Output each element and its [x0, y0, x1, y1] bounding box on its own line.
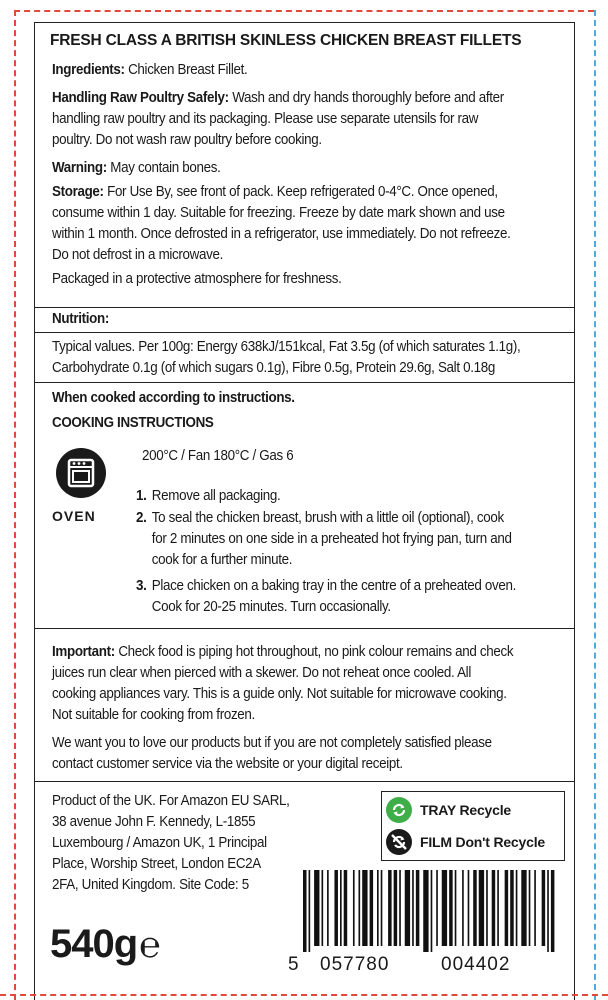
satisfaction-line-1: We want you to love our products but if you are not completely satisfied please: [52, 735, 492, 751]
product-title: FRESH CLASS A BRITISH SKINLESS CHICKEN BREAST FILLETS: [50, 32, 522, 49]
barcode-bar: [416, 870, 420, 946]
step-2-line-2: for 2 minutes on one side in a preheated hot frying pan, turn and: [151, 531, 512, 547]
barcode-bar: [521, 870, 526, 946]
barcode-bar: [547, 870, 549, 952]
step-1-number: 1.: [136, 488, 147, 504]
barcode-bar: [399, 870, 401, 946]
warning-text: May contain bones.: [110, 160, 221, 176]
nutrition-header: Nutrition:: [52, 311, 109, 327]
important-line-1: [52, 642, 573, 663]
ingredients-label: Ingredients:: [52, 62, 125, 78]
warning-label: Warning:: [52, 160, 107, 176]
barcode-bar: [359, 870, 361, 946]
barcode-group-1: 057780: [320, 954, 390, 975]
barcode-bar: [468, 870, 470, 946]
barcode-digit-first: 5: [288, 954, 300, 975]
packaged-line: Packaged in a protective atmosphere for freshness.: [52, 271, 342, 287]
warning-line: [52, 158, 573, 179]
barcode-bar: [388, 870, 392, 946]
storage-line-2: consume within 1 day. Suitable for freezing. Freeze by date mark shown and use: [52, 205, 505, 221]
barcode-bar: [442, 870, 447, 946]
important-block: [52, 642, 573, 775]
barcode-bar: [542, 870, 546, 946]
storage-line-3: within 1 month. Once defrosted in a refrigerator, use immediately. Do not refreeze.: [52, 226, 511, 242]
important-line-4: Not suitable for cooking from frozen.: [52, 707, 255, 723]
barcode-bar: [497, 870, 499, 946]
step-3-number: 3.: [136, 578, 147, 594]
step-2-number: 2.: [136, 510, 147, 526]
film-recycle-row: [386, 828, 545, 856]
barcode: [303, 870, 555, 952]
barcode-bar: [412, 870, 414, 946]
important-line-3: cooking appliances vary. This is a guide only. Not suitable for microwave cooking.: [52, 686, 507, 702]
oven-icon: [56, 448, 106, 498]
cut-line-bottom: [0, 994, 608, 996]
barcode-bar: [510, 870, 514, 946]
barcode-group-2: 004402: [441, 954, 511, 975]
address-line-5: 2FA, United Kingdom. Site Code: 5: [52, 877, 249, 893]
barcode-bar: [423, 870, 428, 952]
barcode-bar: [327, 870, 329, 946]
handling-line-1: [52, 88, 573, 109]
ingredients-text: Chicken Breast Fillet.: [128, 62, 248, 78]
oven-temperature: 200°C / Fan 180°C / Gas 6: [142, 448, 294, 464]
barcode-bar: [377, 870, 379, 946]
ingredients-line: [52, 60, 573, 81]
weight-value: 540g: [50, 922, 138, 966]
net-weight: [50, 922, 160, 967]
no-recycle-icon: [386, 829, 412, 855]
barcode-bar: [334, 870, 338, 946]
info-block: [52, 60, 573, 290]
address-line-4: Place, Worship Street, London EC2A: [52, 856, 261, 872]
barcode-bar: [431, 870, 433, 952]
step-1: [136, 486, 608, 507]
step-2: [136, 508, 608, 571]
barcode-bar: [405, 870, 410, 946]
address-line-1: Product of the UK. For Amazon EU SARL,: [52, 793, 290, 809]
recycle-info-box: [381, 791, 565, 861]
barcode-bar: [455, 870, 457, 946]
barcode-bar: [529, 870, 531, 946]
important-line-2: juices run clear when pierced with a skewer. Do not reheat once cooled. All: [52, 665, 471, 681]
film-recycle-text: FILM Don't Recycle: [420, 834, 545, 850]
estimated-sign: ℮: [139, 924, 160, 965]
important-label: Important:: [52, 644, 115, 660]
barcode-bar: [309, 870, 311, 952]
address-line-3: Luxembourg / Amazon UK, 1 Principal: [52, 835, 267, 851]
nutrition-line-1: Typical values. Per 100g: Energy 638kJ/151kcal, Fat 3.5g (of which saturates 1.1g),: [52, 339, 521, 355]
barcode-bar: [314, 870, 319, 946]
barcode-bar: [344, 870, 348, 946]
cut-line-left: [14, 10, 16, 1000]
label-border-top: [34, 22, 574, 23]
barcode-bar: [362, 870, 367, 946]
nutrition-block: [52, 337, 573, 379]
cooking-bottom-rule: [34, 628, 574, 629]
barcode-bar: [322, 870, 324, 946]
handling-line-3: poultry. Do not wash raw poultry before cooking.: [52, 132, 322, 148]
step-1-line-1: Remove all packaging.: [151, 488, 281, 504]
step-3: [136, 576, 608, 618]
handling-line-2: handling raw poultry and its packaging. Please use separate utensils for raw: [52, 111, 479, 127]
barcode-bar: [381, 870, 383, 946]
barcode-bar: [492, 870, 496, 946]
nutrition-bottom-rule: [34, 382, 574, 383]
barcode-bar: [303, 870, 307, 952]
address-block: [52, 791, 331, 896]
cut-line-top: [14, 10, 594, 12]
nutrition-line-2: Carbohydrate 0.1g (of which sugars 0.1g), Fibre 0.5g, Protein 29.6g, Salt 0.18g: [52, 360, 495, 376]
barcode-bar: [436, 870, 438, 946]
barcode-bar: [551, 870, 555, 952]
storage-line-1: [52, 182, 573, 203]
barcode-bar: [370, 870, 374, 946]
barcode-bar: [479, 870, 484, 946]
barcode-bar: [516, 870, 518, 946]
cooked-note: When cooked according to instructions.: [52, 390, 295, 406]
handling-label: Handling Raw Poultry Safely:: [52, 90, 229, 106]
satisfaction-line-2: contact customer service via the website or your digital receipt.: [52, 756, 403, 772]
cooking-header: COOKING INSTRUCTIONS: [52, 415, 214, 431]
oven-label: OVEN: [52, 508, 96, 524]
step-2-line-3: cook for a further minute.: [151, 552, 293, 568]
barcode-bar: [462, 870, 464, 946]
step-3-line-2: Cook for 20-25 minutes. Turn occasionally.: [151, 599, 391, 615]
barcode-bar: [449, 870, 453, 946]
recycle-icon: [386, 797, 412, 823]
barcode-bar: [473, 870, 477, 946]
step-2-line-1: To seal the chicken breast, brush with a little oil (optional), cook: [151, 510, 504, 526]
barcode-bar: [394, 870, 398, 946]
step-3-line-1: Place chicken on a baking tray in the centre of a preheated oven.: [151, 578, 517, 594]
storage-line-4: Do not defrost in a microwave.: [52, 247, 223, 263]
address-line-2: 38 avenue John F. Kennedy, L-1855: [52, 814, 256, 830]
tray-recycle-row: [386, 796, 511, 824]
storage-text-1: For Use By, see front of pack. Keep refrigerated 0-4°C. Once opened,: [107, 184, 498, 200]
label-border-left: [34, 22, 35, 1000]
handling-text-1: Wash and dry hands thoroughly before and after: [232, 90, 504, 106]
address-top-rule: [34, 781, 574, 782]
important-text-1: Check food is piping hot throughout, no pink colour remains and check: [118, 644, 514, 660]
barcode-bar: [534, 870, 536, 946]
barcode-bar: [486, 870, 488, 946]
barcode-bar: [505, 870, 509, 946]
barcode-bar: [340, 870, 342, 946]
tray-recycle-text: TRAY Recycle: [420, 802, 511, 818]
barcode-bar: [353, 870, 355, 946]
storage-label: Storage:: [52, 184, 104, 200]
